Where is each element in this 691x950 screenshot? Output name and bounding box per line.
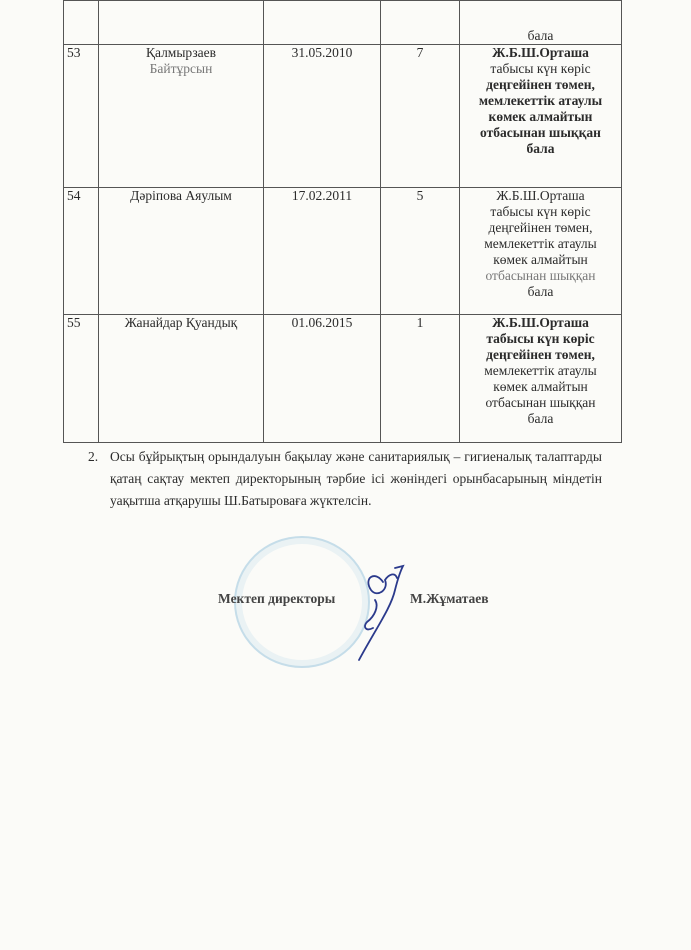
- category-line: мемлекеттік атаулы: [484, 236, 597, 251]
- cell-birthdate: 01.06.2015: [264, 315, 381, 443]
- category-line: көмек алмайтын: [493, 252, 588, 267]
- category-continuation: бала: [527, 28, 554, 43]
- category-line: деңгейінен төмен,: [486, 77, 595, 92]
- handwritten-signature: [345, 560, 420, 670]
- students-table: [63, 0, 622, 443]
- category-line: бала: [527, 411, 554, 426]
- name-line: Қалмырзаев: [145, 45, 217, 60]
- table-row: [64, 315, 622, 443]
- category-line: көмек алмайтын: [488, 109, 593, 124]
- cell-name: [99, 188, 264, 315]
- category-line: көмек алмайтын: [493, 379, 588, 394]
- category-line: Ж.Б.Ш.Орташа: [492, 45, 589, 60]
- paragraph-text: Осы бұйрықтың орындалуын бақылау және санитариялық – гигиеналық талаптарды қатаң сақтау мектеп директорының тәрбие ісі жөніндегі орынбасарының міндетін уақытша атқарушы Ш.Батыроваға жүктелсін.: [110, 449, 602, 508]
- signatory-name: М.Жұматаев: [410, 591, 489, 606]
- cell-number: 53: [64, 45, 99, 188]
- category-line: бала: [527, 284, 554, 299]
- cell-birthdate: 17.02.2011: [264, 188, 381, 315]
- cell-number: [64, 1, 99, 45]
- cell-name: [99, 315, 264, 443]
- cell-grade: 7: [381, 45, 460, 188]
- table-row: [64, 45, 622, 188]
- category-line: мемлекеттік атаулы: [484, 363, 597, 378]
- cell-category: [460, 1, 622, 45]
- cell-birthdate: [264, 1, 381, 45]
- name-line: Жанайдар Қуандық: [124, 315, 238, 330]
- cell-category: [460, 45, 622, 188]
- cell-birthdate: 31.05.2010: [264, 45, 381, 188]
- category-line: отбасынан шыққан: [485, 268, 596, 283]
- paragraph-number: 2.: [88, 449, 99, 464]
- category-line: табысы күн көріс: [490, 61, 591, 76]
- cell-number: 54: [64, 188, 99, 315]
- cell-name: [99, 45, 264, 188]
- name-line: Байтұрсын: [149, 61, 213, 76]
- category-line: деңгейінен төмен,: [488, 220, 593, 235]
- cell-grade: 1: [381, 315, 460, 443]
- category-line: бала: [526, 141, 555, 156]
- cell-number: 55: [64, 315, 99, 443]
- cell-category: [460, 188, 622, 315]
- cell-grade: 5: [381, 188, 460, 315]
- category-line: отбасынан шыққан: [480, 125, 601, 140]
- signatory-title: Мектеп директоры: [218, 591, 336, 606]
- category-line: отбасынан шыққан: [485, 395, 596, 410]
- cell-grade: [381, 1, 460, 45]
- cell-name: [99, 1, 264, 45]
- order-paragraph: [88, 446, 602, 512]
- category-line: мемлекеттік атаулы: [478, 93, 603, 108]
- category-line: деңгейінен төмен,: [486, 347, 595, 362]
- table-row-continuation: [64, 1, 622, 45]
- name-line: Дәріпова Аяулым: [130, 188, 232, 203]
- cell-category: [460, 315, 622, 443]
- category-line: Ж.Б.Ш.Орташа: [496, 188, 585, 203]
- category-line: Ж.Б.Ш.Орташа: [492, 315, 589, 330]
- category-line: табысы күн көріс: [490, 204, 591, 219]
- category-line: табысы күн көріс: [486, 331, 595, 346]
- table-row: [64, 188, 622, 315]
